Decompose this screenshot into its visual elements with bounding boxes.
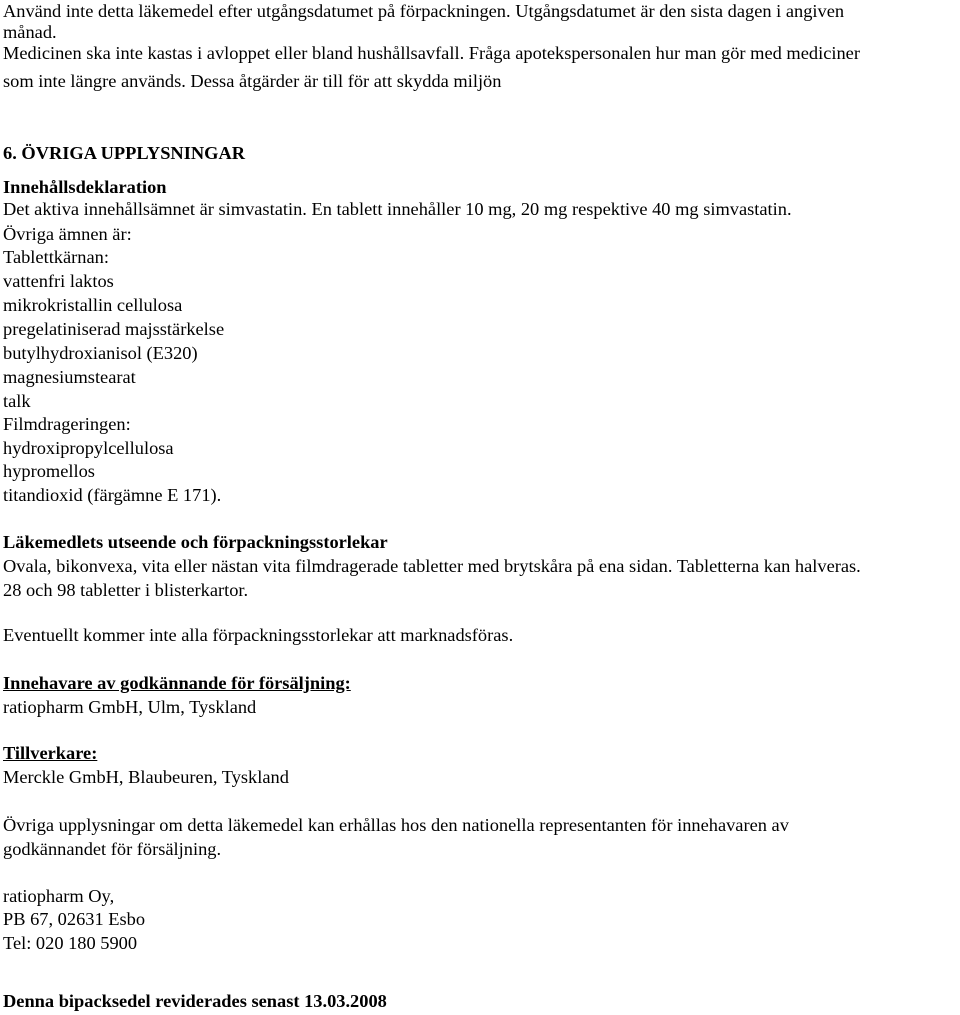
pack-size-note: Eventuellt kommer inte alla förpackningsstorlekar att marknadsföras. xyxy=(3,625,514,645)
manufacturer-value: Merckle GmbH, Blaubeuren, Tyskland xyxy=(3,767,289,787)
film-coating-label: Filmdrageringen: xyxy=(3,414,131,434)
core-ingredient-item: magnesiumstearat xyxy=(3,367,136,387)
marketing-holder-value: ratiopharm GmbH, Ulm, Tyskland xyxy=(3,697,257,717)
contact-text-line-1: Övriga upplysningar om detta läkemedel kan erhållas hos den nationella representanten för innehavaren av xyxy=(3,815,789,835)
core-ingredient-item: butylhydroxianisol (E320) xyxy=(3,343,198,363)
disposal-text-line-1: Använd inte detta läkemedel efter utgångsdatumet på förpackningen. Utgångsdatumet är den sista dagen i angiven xyxy=(3,1,845,21)
core-ingredient-item: pregelatiniserad majsstärkelse xyxy=(3,319,225,339)
composition-heading: Innehållsdeklaration xyxy=(3,177,167,197)
coating-ingredient-item: titandioxid (färgämne E 171). xyxy=(3,485,222,505)
revision-date: Denna bipacksedel reviderades senast 13.03.2008 xyxy=(3,991,387,1011)
section-6-title: 6. ÖVRIGA UPPLYSNINGAR xyxy=(3,143,246,163)
disposal-text-line-4: som inte längre används. Dessa åtgärder är till för att skydda miljön xyxy=(3,71,502,91)
contact-text-line-2: godkännandet för försäljning. xyxy=(3,839,222,859)
tablet-core-label: Tablettkärnan: xyxy=(3,247,109,267)
appearance-text-line-2: 28 och 98 tabletter i blisterkartor. xyxy=(3,580,249,600)
representative-address: PB 67, 02631 Esbo xyxy=(3,909,146,929)
active-ingredient-text: Det aktiva innehållsämnet är simvastatin. En tablett innehåller 10 mg, 20 mg respektive 40 mg simvastatin. xyxy=(3,199,792,219)
core-ingredient-item: talk xyxy=(3,391,31,411)
manufacturer-heading: Tillverkare: xyxy=(3,743,98,763)
disposal-text-line-2: månad. xyxy=(3,22,57,42)
appearance-heading: Läkemedlets utseende och förpackningsstorlekar xyxy=(3,532,388,552)
appearance-text-line-1: Ovala, bikonvexa, vita eller nästan vita filmdragerade tabletter med brytskåra på ena sidan. Tabletterna kan halveras. xyxy=(3,556,861,576)
representative-name: ratiopharm Oy, xyxy=(3,886,115,906)
other-ingredients-intro: Övriga ämnen är: xyxy=(3,224,132,244)
representative-phone: Tel: 020 180 5900 xyxy=(3,933,138,953)
marketing-holder-heading: Innehavare av godkännande för försäljning: xyxy=(3,673,351,693)
core-ingredient-item: vattenfri laktos xyxy=(3,271,114,291)
coating-ingredient-item: hypromellos xyxy=(3,461,95,481)
core-ingredient-item: mikrokristallin cellulosa xyxy=(3,295,183,315)
disposal-text-line-3: Medicinen ska inte kastas i avloppet eller bland hushållsavfall. Fråga apotekspersonalen hur man gör med mediciner xyxy=(3,43,860,63)
coating-ingredient-item: hydroxipropylcellulosa xyxy=(3,438,174,458)
